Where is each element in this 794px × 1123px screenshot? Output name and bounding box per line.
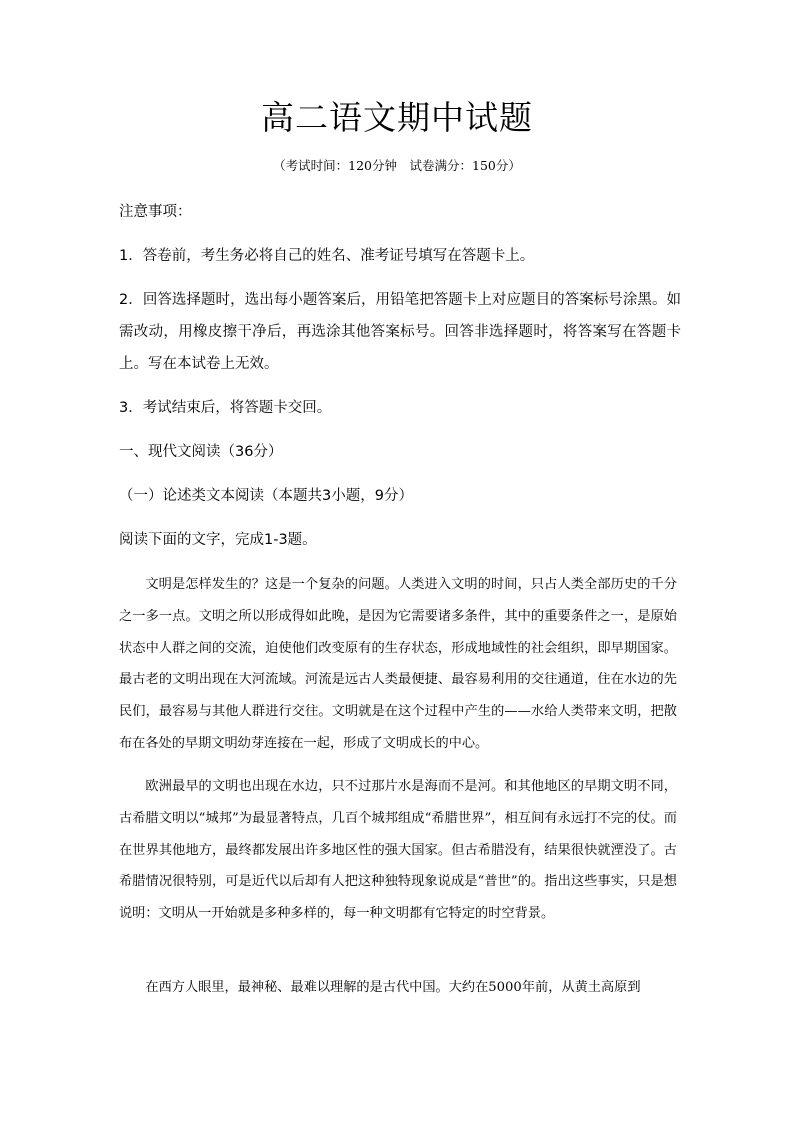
notes-heading: 注意事项： <box>119 204 192 220</box>
note-item-3: 3．考试结束后，将答题卡交回。 <box>119 400 332 416</box>
subsection-heading: （一）论述类文本阅读（本题共3小题，9分） <box>119 488 413 504</box>
page-title: 高二语文期中试题 <box>261 98 533 137</box>
passage-paragraph-2: 欧洲最早的文明也出现在水边，只不过那片水是海而不是河。和其他地区的早期文明不同，古希腊文明以“城邦”为最显著特点，几百个城邦组成“希腊世界”，相互间有永远打不完的仗。而在世界其他地方，最终都发展出许多地区性的强大国家。但古希腊没有，结果很快就湮没了。古希腊情况很特别，可是近代以后却有人把这种独特现象说成是“普世”的。指出这些事实，只是想说明：文明从一开始就是多种多样的，每一种文明都有它特定的时空背景。 <box>119 779 677 922</box>
section-heading: 一、现代文阅读（36分） <box>119 444 283 460</box>
note-item-2: 2．回答选择题时，选出每小题答案后，用铅笔把答题卡上对应题目的答案标号涂黑。如需改动，用橡皮擦干净后，再选涂其他答案标号。回答非选择题时，将答案写在答题卡上。写在本试卷上无效。 <box>119 292 681 372</box>
passage-paragraph-1: 文明是怎样发生的？这是一个复杂的问题。人类进入文明的时间，只占人类全部历史的千分之一多一点。文明之所以形成得如此晚，是因为它需要诸多条件，其中的重要条件之一，是原始状态中人群之间的交流，迫使他们改变原有的生存状态，形成地域性的社会组织，即早期国家。最古老的文明出现在大河流域。河流是远古人类最便捷、最容易利用的交往通道，住在水边的先民们，最容易与其他人群进行交往。文明就是在这个过程中产生的——水给人类带来文明，把散布在各处的早期文明幼芽连接在一起，形成了文明成长的中心。 <box>119 577 677 751</box>
note-item-1: 1．答卷前，考生务必将自己的姓名、准考证号填写在答题卡上。 <box>119 248 535 264</box>
passage-paragraph-3: 在西方人眼里，最神秘、最难以理解的是古代中国。大约在5000年前，从黄土高原到 <box>145 980 641 995</box>
exam-info: （考试时间：120分钟 试卷满分：150分） <box>273 158 521 173</box>
reading-instruction: 阅读下面的文字，完成1-3题。 <box>119 532 317 548</box>
